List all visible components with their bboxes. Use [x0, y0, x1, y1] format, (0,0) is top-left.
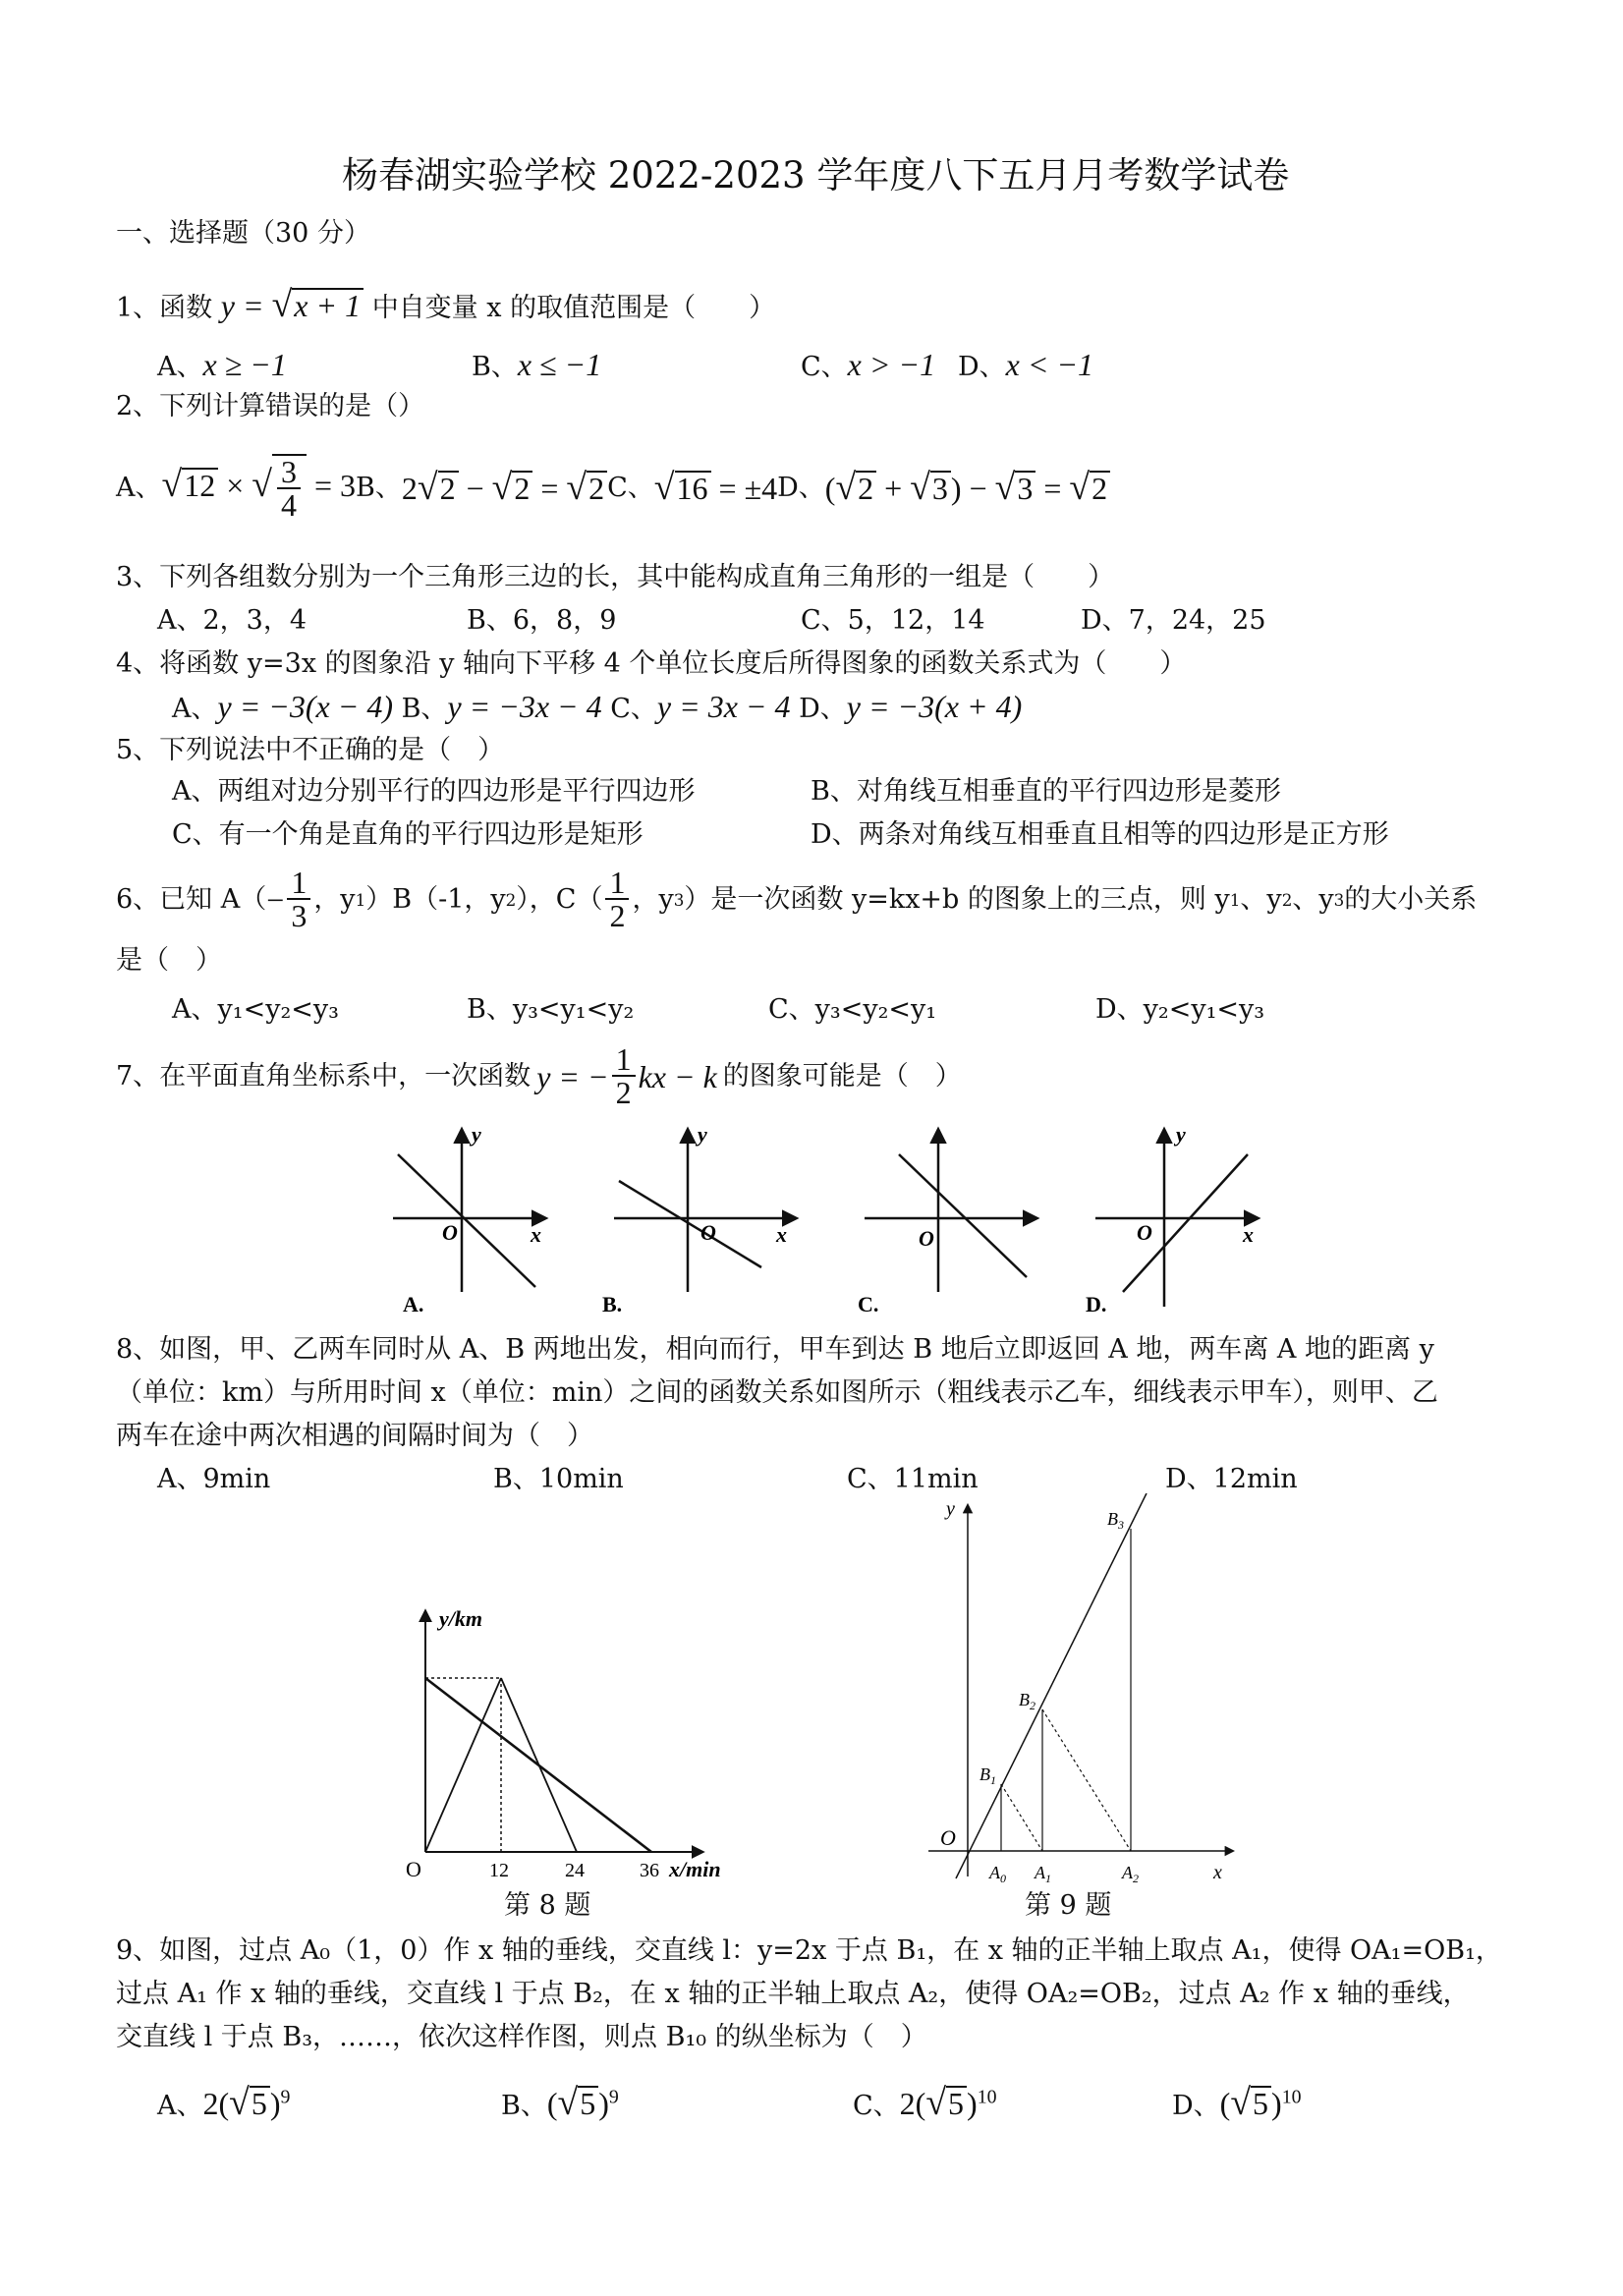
q7-graph-b: [602, 1122, 796, 1316]
q5-option-c: C、有一个角是直角的平行四边形是矩形: [172, 819, 644, 850]
question-1: [116, 283, 775, 327]
q3-option-c: C、5，12，14: [801, 605, 985, 636]
q7-graph-a: [393, 1122, 545, 1316]
q4-option-a: A、: [172, 694, 218, 724]
q2-formula-d: (√2 + √3) − √3 = √2: [825, 466, 1110, 510]
q7-label-a: A.: [403, 1292, 424, 1316]
q8-option-b: B、10min: [493, 1464, 624, 1494]
svg-text:y: y: [472, 1122, 481, 1147]
q9-caption: 第 9 题: [1025, 1890, 1112, 1921]
q6-option-b: B、y₃<y₁<y₂: [467, 994, 635, 1025]
question-3: 3、下列各组数分别为一个三角形三边的长，其中能构成直角三角形的一组是（ ）: [116, 562, 1115, 592]
q7-label-c: C.: [858, 1292, 879, 1316]
q4-option-c: C、: [610, 694, 657, 724]
q6-option-a: A、y₁<y₂<y₃: [172, 994, 339, 1025]
q8-xtick-36: 36: [640, 1860, 659, 1881]
q1-formula: y = √x + 1: [221, 288, 364, 323]
svg-text:O: O: [919, 1226, 934, 1251]
svg-text:x: x: [1213, 1862, 1222, 1883]
q8-origin: O: [406, 1857, 421, 1881]
q1-stem: 1、函数: [116, 293, 213, 323]
question-6: 6、已知 A（ − $\frac{1}{3}$ ，y 1 ）B（-1，y 2 ），C（ $\frac{1}{2}$ ，y 3 ）是一次函数 y=kx+b 的图象上的三点，则 y 1 、y 2 、y 3 的大小关系: [116, 865, 1478, 933]
q9-option-c: C、$2(√5)^{10}$: [853, 2082, 997, 2123]
section-heading: 一、选择题（30 分）: [116, 218, 370, 249]
question-2: 2、下列计算错误的是（）: [116, 391, 425, 421]
q2-options: [116, 454, 1110, 523]
q8-xtick-24: 24: [565, 1860, 585, 1881]
q7-label-d: D.: [1086, 1292, 1107, 1316]
q9-option-b: B、$(√5)^9$: [501, 2082, 619, 2123]
svg-text:O: O: [442, 1220, 458, 1245]
q2-option-c: C、: [607, 472, 654, 503]
question-5: 5、下列说法中不正确的是（ ）: [116, 735, 505, 765]
q7-frac: $\frac{1}{2}$: [612, 1043, 636, 1110]
q1-option-c: C、x > −1: [801, 347, 936, 382]
q8-line3: 两车在途中两次相遇的间隔时间为（ ）: [116, 1421, 593, 1451]
q2-option-d: D、: [777, 472, 825, 503]
q2-formula-b: 2√2 − √2 = √2: [402, 466, 607, 510]
svg-text:O: O: [1137, 1220, 1152, 1245]
q1-stem-tail: 中自变量 x 的取值范围是（ ）: [371, 293, 776, 323]
q8-option-c: C、11min: [847, 1464, 979, 1494]
q7-label-b: B.: [602, 1292, 623, 1316]
q8-graph: [388, 1592, 761, 1906]
q9-option-d: D、$(√5)^{10}$: [1172, 2082, 1302, 2123]
q8-line2: （单位：km）与所用时间 x（单位：min）之间的函数关系如图所示（粗线表示乙车，细线表示甲车），则甲、乙: [116, 1377, 1438, 1408]
line-l: [956, 1493, 1147, 1878]
svg-text:A0: $A_0$: [989, 1863, 1006, 1885]
q4-option-b: B、: [401, 694, 448, 724]
q3-option-d: D、7，24，25: [1081, 605, 1266, 636]
q1-option-a: A、x ≥ −1: [157, 347, 287, 382]
q2-formula-a: √12 × √ $\frac{3}{4}$ = 3: [161, 454, 357, 523]
svg-text:B2: $B_2$: [1019, 1690, 1035, 1712]
svg-text:x: x: [1243, 1222, 1254, 1247]
svg-text:A2: $A_2$: [1122, 1863, 1139, 1885]
q8-option-d: D、12min: [1165, 1464, 1298, 1494]
page-title: 杨春湖实验学校 2022-2023 学年度八下五月月考数学试卷: [342, 154, 1290, 196]
q6-frac-c: $\frac{1}{2}$: [605, 867, 629, 933]
q8-option-a: A、9min: [157, 1464, 271, 1494]
q1-option-b: B、x ≤ −1: [472, 347, 602, 382]
svg-text:x: x: [531, 1222, 541, 1247]
q3-option-b: B、6，8，9: [467, 605, 617, 636]
q2-option-a: A、: [116, 472, 162, 503]
q7-graph-d: [1086, 1122, 1258, 1316]
q2-formula-c: √16 = ±4: [653, 467, 778, 509]
q6-line2: 是（ ）: [116, 945, 222, 976]
svg-text:y: y: [1176, 1122, 1186, 1147]
question-7: 7、在平面直角坐标系中，一次函数 y = − $\frac{1}{2}$ kx − k 的图象可能是（ ）: [116, 1041, 962, 1110]
svg-text:O: O: [700, 1220, 716, 1245]
q1-option-d: D、x < −1: [958, 347, 1094, 382]
q5-option-d: D、两条对角线互相垂直且相等的四边形是正方形: [811, 819, 1389, 850]
q8-line1: 8、如图，甲、乙两车同时从 A、B 两地出发，相向而行，甲车到达 B 地后立即返回 A 地，两车离 A 地的距离 y: [116, 1334, 1434, 1365]
svg-text:B3: $B_3$: [1107, 1509, 1124, 1532]
q8-xtick-12: 12: [489, 1860, 509, 1881]
q7-graphs: [364, 1120, 1287, 1316]
q8-caption: 第 8 题: [504, 1890, 591, 1921]
q9-graph: [928, 1493, 1243, 1886]
svg-text:A1: $A_1$: [1035, 1863, 1051, 1885]
jia-car-line-out: [425, 1678, 501, 1852]
svg-text:y: y: [698, 1122, 707, 1147]
q9-line1: 9、如图，过点 A₀（1，0）作 x 轴的垂线，交直线 l：y=2x 于点 B₁，在 x 轴的正半轴上取点 A₁，使得 OA₁=OB₁，: [116, 1935, 1502, 1966]
q4-options: A、y = −3(x − 4) B、y = −3x − 4 C、y = 3x − 4 D、y = −3(x + 4): [172, 689, 1023, 724]
q2-option-b: B、: [356, 472, 402, 503]
q6-option-c: C、y₃<y₂<y₁: [768, 994, 937, 1025]
svg-text:y: y: [946, 1498, 955, 1520]
q6-option-d: D、y₂<y₁<y₃: [1095, 994, 1265, 1025]
svg-text:x: x: [776, 1222, 787, 1247]
q3-option-a: A、2，3，4: [157, 605, 308, 636]
q8-xlabel: x/min: [669, 1857, 721, 1881]
q5-option-a: A、两组对边分别平行的四边形是平行四边形: [172, 776, 696, 807]
q8-ylabel: y/km: [439, 1606, 482, 1631]
question-4: 4、将函数 y=3x 的图象沿 y 轴向下平移 4 个单位长度后所得图象的函数关系式为（ ）: [116, 648, 1187, 679]
q9-option-a: A、$2(√5)^9$: [157, 2082, 291, 2123]
svg-text:O: O: [940, 1825, 956, 1850]
q7-graph-c: [858, 1130, 1036, 1316]
svg-text:B1: $B_1$: [979, 1764, 996, 1787]
q9-line2: 过点 A₁ 作 x 轴的垂线，交直线 l 于点 B₂，在 x 轴的正半轴上取点 A₂，使得 OA₂=OB₂，过点 A₂ 作 x 轴的垂线，: [116, 1979, 1470, 2009]
q5-option-b: B、对角线互相垂直的平行四边形是菱形: [811, 776, 1281, 807]
yi-car-line: [425, 1678, 651, 1852]
q4-option-d: D、: [799, 694, 847, 724]
q6-frac-a: $\frac{1}{3}$: [287, 867, 310, 933]
q9-line3: 交直线 l 于点 B₃，……，依次这样作图，则点 B₁₀ 的纵坐标为（ ）: [116, 2022, 927, 2052]
